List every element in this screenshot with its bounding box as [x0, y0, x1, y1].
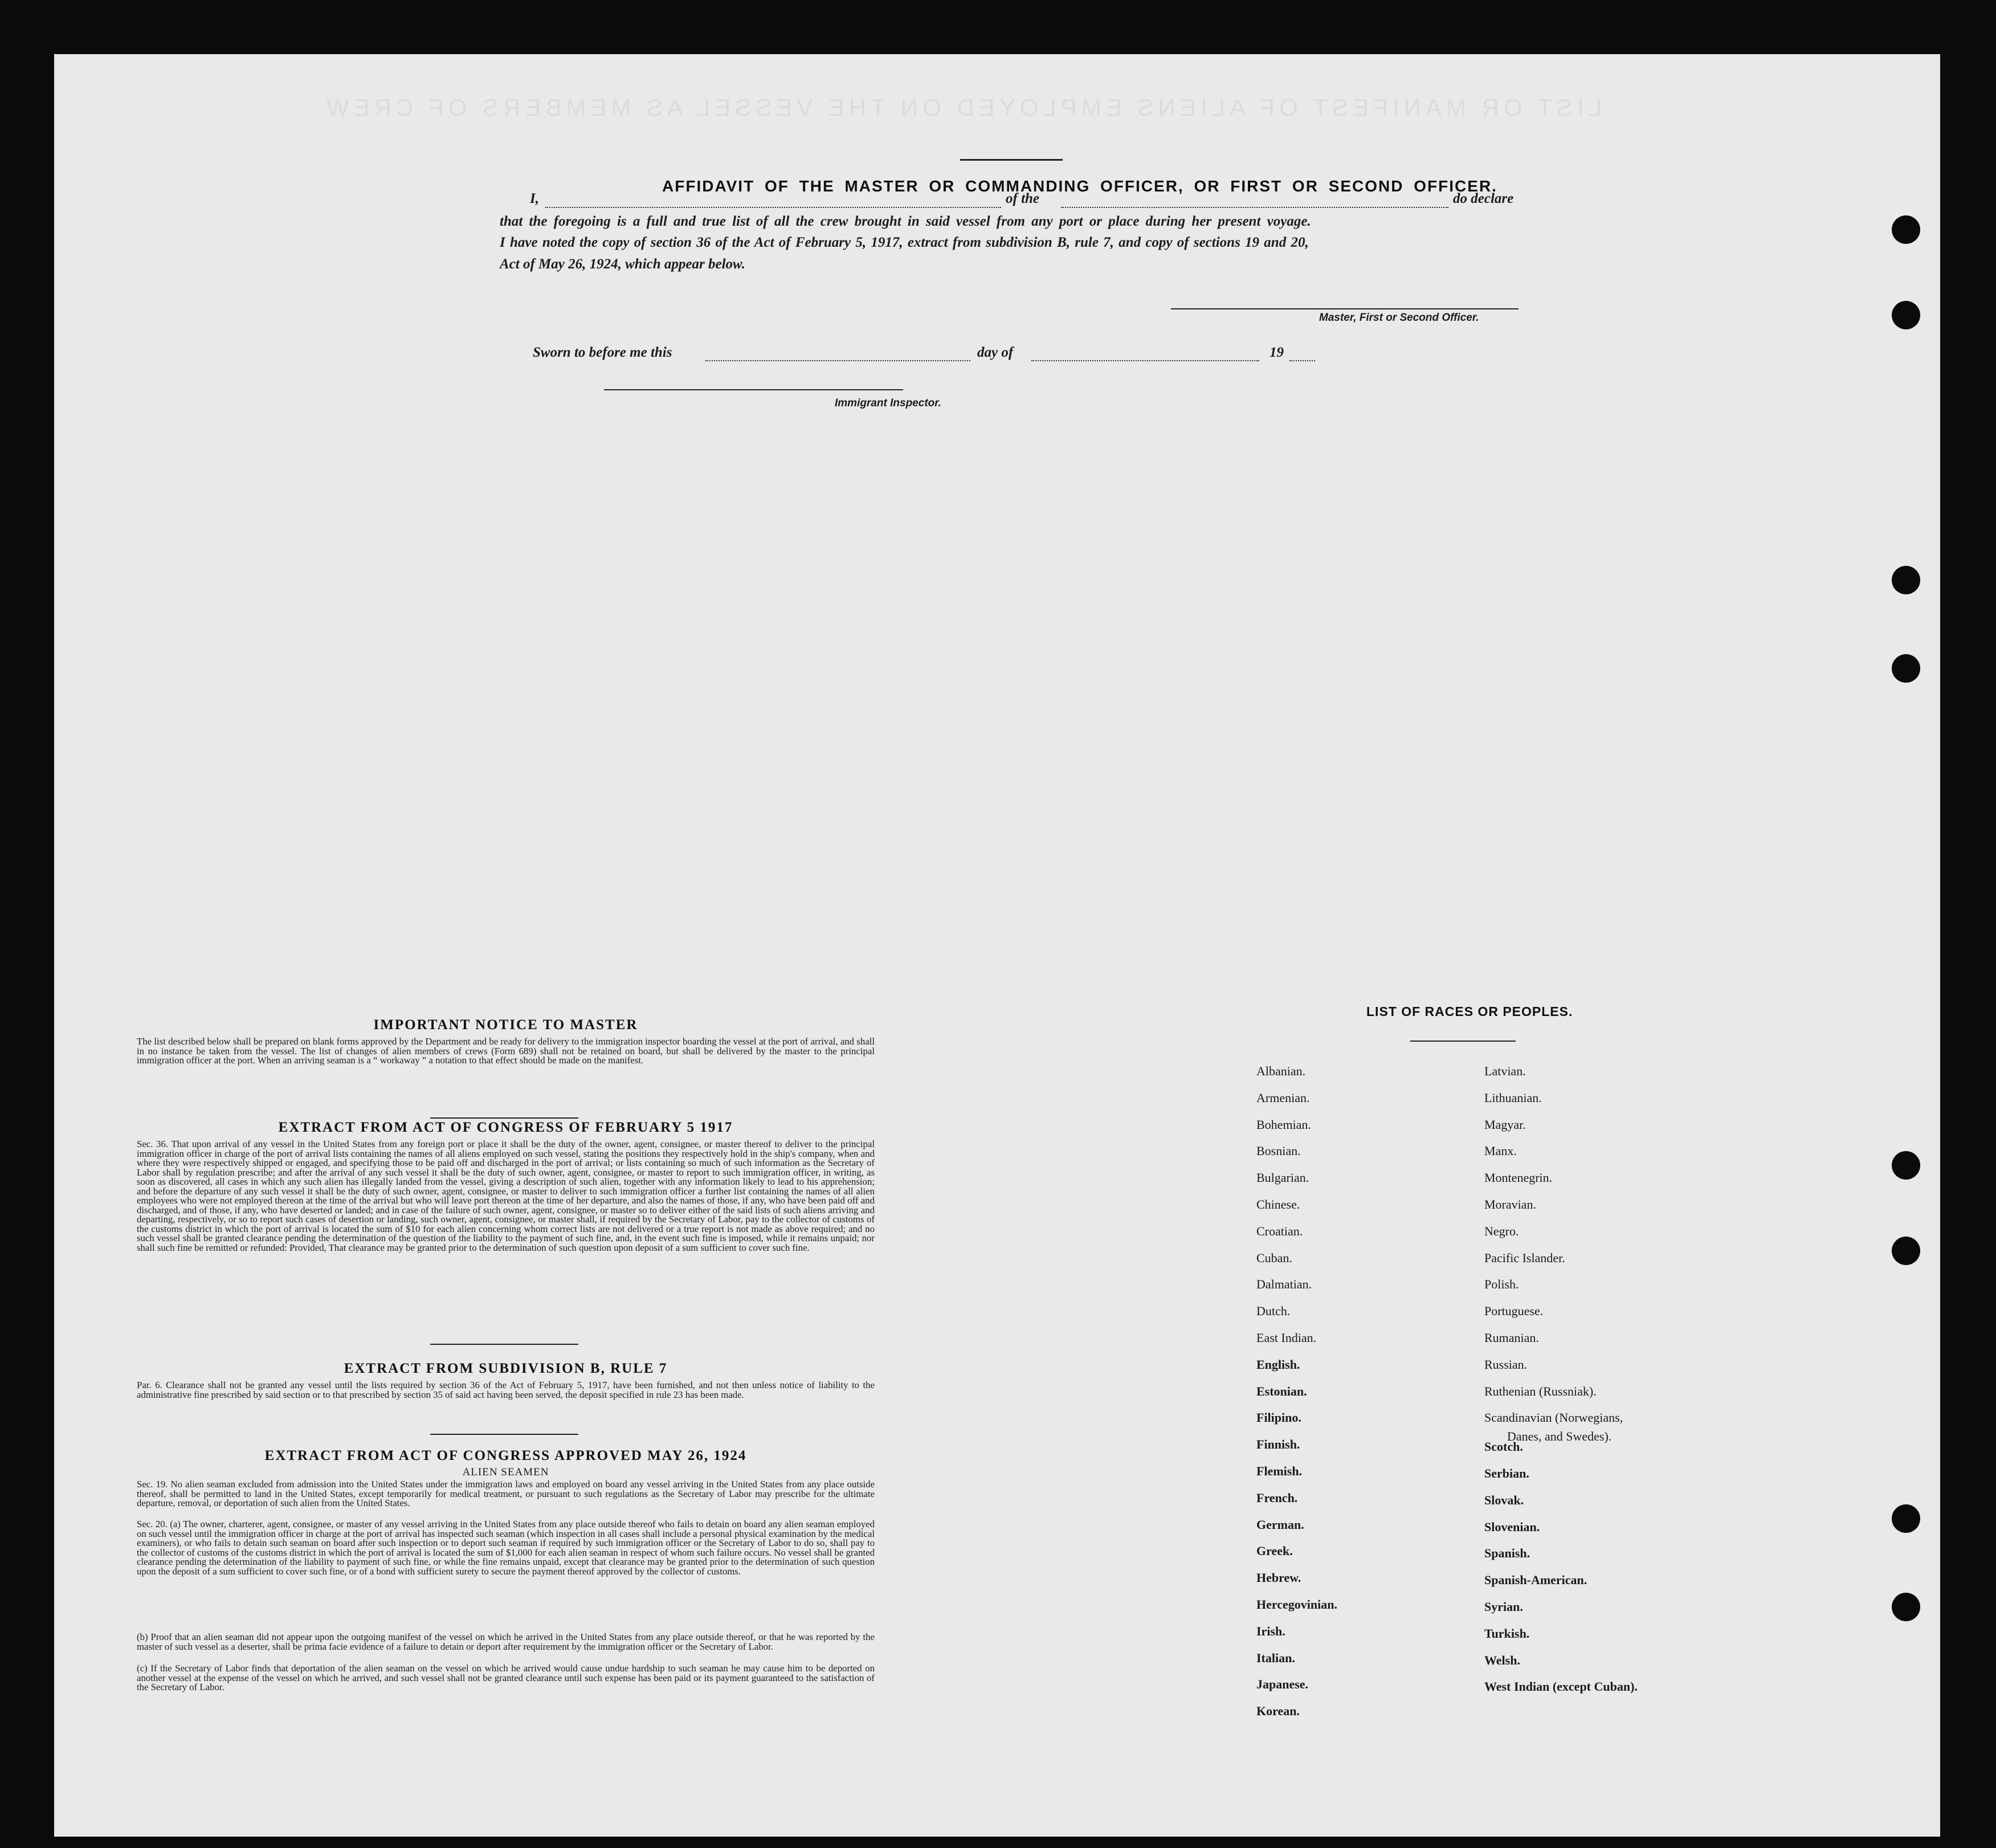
race-item: Bosnian.	[1256, 1144, 1301, 1158]
punch-hole	[1892, 1151, 1920, 1180]
inspector-signature-line	[604, 389, 903, 390]
race-item: Bohemian.	[1256, 1117, 1311, 1132]
sworn-line-mid: day of	[977, 345, 1014, 360]
section-divider-1	[430, 1117, 578, 1119]
race-item: Irish.	[1256, 1624, 1285, 1638]
race-item: Russian.	[1484, 1357, 1528, 1372]
notice-title: IMPORTANT NOTICE TO MASTER	[373, 1017, 638, 1033]
inspector-caption: Immigrant Inspector.	[835, 397, 941, 409]
declaration-line-3: I have noted the copy of section 36 of the Act of February 5, 1917, extract from subdivision B, rule 7, and copy of sections 19 and 20,	[500, 235, 1309, 250]
races-title: LIST OF RACES OR PEOPLES.	[1366, 1004, 1573, 1019]
race-item: Portuguese.	[1484, 1304, 1544, 1318]
extract-1924-subtitle: ALIEN SEAMEN	[462, 1466, 549, 1478]
race-item: Japanese.	[1256, 1677, 1309, 1691]
extract-rule7-body: Par. 6. Clearance shall not be granted any vessel until the lists required by section 36 of the Act of February 5, 1917, have been furnished, and not then unless notice of liability to the administrative fine prescribed by said section or to that prescribed by section 35 of said act having been served, the deposit specified in rule 23 has been made.	[137, 1380, 875, 1400]
declaration-line-1-end: do declare	[1453, 191, 1514, 206]
document-page	[54, 54, 1940, 1837]
race-item: Estonian.	[1256, 1384, 1307, 1398]
race-item: Negro.	[1484, 1224, 1519, 1238]
race-item: Hebrew.	[1256, 1570, 1301, 1585]
race-item: Greek.	[1256, 1544, 1293, 1558]
extract-rule7-title: EXTRACT FROM SUBDIVISION B, RULE 7	[344, 1361, 668, 1376]
punch-hole	[1892, 301, 1920, 329]
race-item: English.	[1256, 1357, 1300, 1372]
race-item: Slovenian.	[1484, 1520, 1540, 1534]
race-item: Chinese.	[1256, 1197, 1300, 1211]
race-item: Spanish.	[1484, 1546, 1530, 1560]
declaration-line-2: that the foregoing is a full and true list of all the crew brought in said vessel from any port or place during her present voyage.	[500, 214, 1311, 229]
race-item: Dutch.	[1256, 1304, 1291, 1318]
race-item: Magyar.	[1484, 1117, 1526, 1132]
race-item: Dalmatian.	[1256, 1277, 1312, 1291]
section-divider-3	[430, 1434, 578, 1435]
name-field-line	[545, 207, 1001, 208]
vessel-field-line	[1061, 207, 1448, 208]
race-item: French.	[1256, 1491, 1298, 1505]
race-item: Albanian.	[1256, 1064, 1306, 1078]
extract-1924-sec19: Sec. 19. No alien seaman excluded from admission into the United States under the immigration laws and employed on board any vessel arriving in the United States from any place outside thereof, shall be permitted to land in the United States, except temporarily for medical treatment, or pursuant to such regulations as the Secretary of Labor may prescribe for the ultimate departure, removal, or deportation of such alien from the United States.	[137, 1479, 875, 1508]
declaration-line-4: Act of May 26, 1924, which appear below.	[500, 256, 746, 272]
sworn-day-field-line	[705, 360, 970, 361]
punch-hole	[1892, 1237, 1920, 1265]
punch-hole	[1892, 566, 1920, 594]
title-underline	[960, 159, 1063, 161]
race-item: Lithuanian.	[1484, 1091, 1542, 1105]
extract-1924-sec20c: (c) If the Secretary of Labor finds that deportation of the alien seaman on the vessel on which he arrived would cause undue hardship to such seaman he may cause him to be deported on another vessel at the expense of the vessel on which he arrived, and such vessel shall not be granted clearance until such expense has been paid or its payment guaranteed to the satisfaction of the Secretary of Labor.	[137, 1663, 875, 1692]
signature-line	[1171, 308, 1519, 309]
races-title-underline	[1410, 1041, 1516, 1042]
punch-hole	[1892, 215, 1920, 244]
race-item: Danes, and Swedes).	[1507, 1429, 1612, 1443]
race-item: Korean.	[1256, 1704, 1300, 1718]
declaration-line-1-start: I,	[530, 191, 539, 206]
race-item: Hercegovinian.	[1256, 1597, 1337, 1612]
extract-1917-title: EXTRACT FROM ACT OF CONGRESS OF FEBRUARY 5 1917	[278, 1120, 733, 1135]
sworn-month-field-line	[1031, 360, 1259, 361]
race-item: Serbian.	[1484, 1466, 1529, 1480]
sworn-year-field-line	[1289, 360, 1315, 361]
race-item: Flemish.	[1256, 1464, 1303, 1478]
notice-body: The list described below shall be prepared on blank forms approved by the Department and be ready for delivery to the immigration inspector boarding the vessel at the port of arrival, and shall in no instance be taken from the vessel. The list of changes of alien members of crews (Form 689) shall not be retained on board, but shall be delivered by the master to the principal immigration officer at the port. When an arriving seaman is a “ workaway ” a notation to that effect should be made on the manifest.	[137, 1036, 875, 1066]
race-item: Armenian.	[1256, 1091, 1310, 1105]
race-item: Rumanian.	[1484, 1331, 1539, 1345]
sworn-year-label: 19	[1270, 345, 1284, 360]
race-item: Cuban.	[1256, 1251, 1292, 1265]
declaration-line-1-mid: of the	[1006, 191, 1040, 206]
sworn-line-start: Sworn to before me this	[533, 345, 672, 360]
race-item: Finnish.	[1256, 1437, 1300, 1451]
race-item: Pacific Islander.	[1484, 1251, 1565, 1265]
punch-hole	[1892, 1504, 1920, 1533]
affidavit-title: AFFIDAVIT OF THE MASTER OR COMMANDING OFFICER, OR FIRST OR SECOND OFFICER.	[662, 177, 1497, 195]
extract-1924-sec20b: (b) Proof that an alien seaman did not appear upon the outgoing manifest of the vessel on which he arrived in the United States from any place outside thereof, or that he was reported by the master of such vessel as a deserter, shall be prima facie evidence of a failure to detain or deport after requirement by the immigration officer or the Secretary of Labor.	[137, 1631, 875, 1652]
race-item: Turkish.	[1484, 1626, 1530, 1641]
race-item: Scotch.	[1484, 1439, 1523, 1454]
race-item: Ruthenian (Russniak).	[1484, 1384, 1597, 1398]
race-item: Latvian.	[1484, 1064, 1526, 1078]
race-item: Welsh.	[1484, 1653, 1520, 1667]
section-divider-2	[430, 1344, 578, 1345]
race-item: Scandinavian (Norwegians,	[1484, 1410, 1623, 1425]
punch-hole	[1892, 654, 1920, 683]
race-item: Spanish-American.	[1484, 1573, 1587, 1587]
race-item: Italian.	[1256, 1651, 1295, 1665]
race-item: Manx.	[1484, 1144, 1517, 1158]
race-item: German.	[1256, 1517, 1304, 1532]
extract-1924-sec20a: Sec. 20. (a) The owner, charterer, agent, consignee, or master of any vessel arriving in the United States from any place outside thereof who fails to detain on board any alien seaman employed on such vessel until the immigration officer in charge at the port of arrival has inspected such seaman (which inspection in all cases shall include a personal physical examination by the medical examiners), or who fails to detain such seaman on board after such inspection or to deport such seaman if required by such immigration officer or the Secretary of Labor to do so, shall pay to the collector of customs of the customs district in which the port of arrival is located the sum of $1,000 for each alien seaman in respect of whom such failure occurs. No vessel shall be granted clearance pending the determination of the liability to payment of such fine, or while the fine remains unpaid, except that clearance may be granted prior to the determination of such question upon the deposit of a sum sufficient to cover such fine, or of a bond with sufficient surety to secure the payment thereof approved by the collector of customs.	[137, 1519, 875, 1577]
race-item: Croatian.	[1256, 1224, 1303, 1238]
race-item: Slovak.	[1484, 1493, 1524, 1507]
bleed-through-text: LIST OR MANIFEST OF ALIENS EMPLOYED ON THE VESSEL AS MEMBERS OF CREW	[322, 94, 1602, 121]
race-item: Filipino.	[1256, 1410, 1301, 1425]
race-item: Moravian.	[1484, 1197, 1537, 1211]
race-item: Syrian.	[1484, 1600, 1523, 1614]
race-item: West Indian (except Cuban).	[1484, 1679, 1638, 1694]
race-item: Bulgarian.	[1256, 1170, 1309, 1185]
signature-caption: Master, First or Second Officer.	[1319, 312, 1479, 324]
punch-hole	[1892, 1593, 1920, 1621]
race-item: Polish.	[1484, 1277, 1519, 1291]
race-item: East Indian.	[1256, 1331, 1317, 1345]
race-item: Montenegrin.	[1484, 1170, 1553, 1185]
extract-1917-body: Sec. 36. That upon arrival of any vessel in the United States from any foreign port or place it shall be the duty of the owner, agent, consignee, or master thereof to deliver to the principal immigration officer in charge of the port of arrival lists containing the names of all aliens employed on such vessel, stating the positions they respectively hold in the ship's company, when and where they were respectively shipped or engaged, and specifying those to be paid off and discharged in the port of arrival; or lists containing so much of such information as the Secretary of Labor shall by regulation prescribe; and after the arrival of any such vessel it shall be the duty of such owner, agent, consignee, or master to report to such immigration officer, in writing, as soon as discovered, all cases in which any such alien has illegally landed from the vessel, giving a description of such alien, together with any information likely to lead to his apprehension; and before the departure of any such vessel it shall be the duty of such owner, agent, consignee, or master to deliver to such immigration officer a further list containing the names of all alien employees who were not employed thereon at the time of the arrival but who will leave port thereon at the time of her departure, and also the names of those, if any, who have been paid off and discharged, and of those, if any, who have deserted or landed; and in case of the failure of such owner, agent, consignee, or master so to deliver either of the said lists of such aliens arriving and departing, respectively, or so to report such cases of desertion or landing, such owner, agent, consignee, or master shall, if required by the Secretary of Labor, pay to the collector of customs of the customs district in which the port of arrival is located the sum of $10 for each alien concerning whom correct lists are not delivered or a true report is not made as above required; and no such vessel shall be granted clearance pending the determination of the question of the liability to the payment of such fine, and, in the event such fine is imposed, while it remains unpaid; nor shall such fine be remitted or refunded: Provided, That clearance may be granted prior to the determination of such question upon deposit of a sum sufficient to cover such fine.	[137, 1139, 875, 1253]
extract-1924-title: EXTRACT FROM ACT OF CONGRESS APPROVED MAY 26, 1924	[264, 1448, 747, 1463]
